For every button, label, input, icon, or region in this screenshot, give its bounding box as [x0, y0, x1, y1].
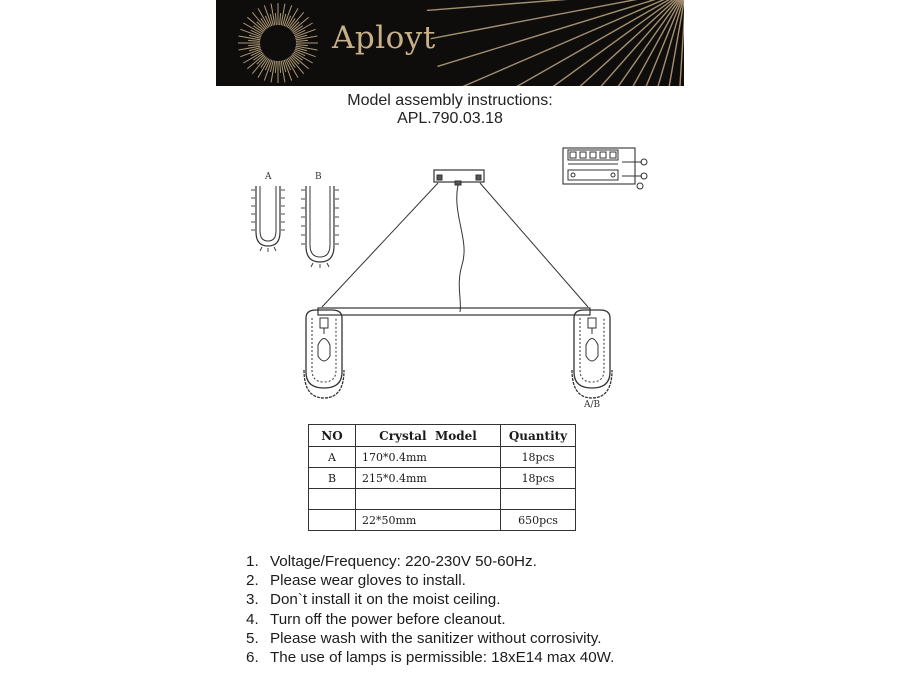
table-header-row: [309, 425, 576, 447]
note-text: Turn off the power before cleanout.: [270, 610, 506, 628]
row-qty: 650pcs: [501, 510, 576, 531]
brand-name: Aployt: [332, 20, 436, 56]
crystal-strand-b: [301, 186, 339, 268]
model-number: APL.790.03.18: [397, 110, 503, 127]
list-item: [246, 590, 614, 609]
note-text: Please wash with the sanitizer without corrosivity.: [270, 629, 602, 647]
header-quantity: Quantity: [501, 425, 576, 447]
note-number: 6.: [246, 648, 259, 666]
row-no: [309, 510, 356, 531]
note-text: The use of lamps is permissible: 18xE14 max 40W.: [270, 648, 615, 666]
list-item: [246, 629, 614, 648]
row-model: 22*50mm: [356, 510, 501, 531]
note-number: 5.: [246, 629, 259, 647]
list-item: [246, 648, 614, 667]
row-qty: [501, 489, 576, 510]
table-row: [309, 510, 576, 531]
parts-table: [308, 424, 576, 531]
crystal-strand-a: [251, 186, 285, 252]
row-no: B: [309, 468, 356, 489]
list-item: [246, 552, 614, 571]
label-ab: A/B: [584, 400, 601, 410]
row-model: [356, 489, 501, 510]
row-model: 170*0.4mm: [356, 447, 501, 468]
frame-bar: [318, 308, 590, 315]
header-crystal-model: Crystal Model: [356, 425, 501, 447]
label-b: B: [315, 172, 322, 182]
note-text: Voltage/Frequency: 220-230V 50-60Hz.: [270, 553, 537, 570]
note-text: Don`t install it on the moist ceiling.: [270, 591, 501, 609]
page-title: Model assembly instructions:: [347, 92, 553, 109]
note-number: 3.: [246, 591, 259, 609]
ceiling-canopy: [434, 170, 484, 185]
cable-left: [322, 183, 438, 307]
table-row: [309, 447, 576, 468]
table-row: [309, 468, 576, 489]
lamp-cluster-left: [304, 310, 344, 398]
cable-right: [480, 183, 588, 307]
instruction-notes: [246, 552, 614, 667]
power-cord: [457, 185, 464, 312]
header-no: NO: [309, 425, 356, 447]
note-number: 1.: [246, 553, 259, 570]
lamp-cluster-right: [572, 310, 612, 398]
terminal-block-icon: [563, 148, 647, 189]
row-qty: 18pcs: [501, 447, 576, 468]
label-a: A: [265, 172, 272, 182]
list-item: [246, 571, 614, 590]
note-number: 4.: [246, 610, 259, 628]
row-qty: 18pcs: [501, 468, 576, 489]
table-row: [309, 489, 576, 510]
row-no: A: [309, 447, 356, 468]
list-item: [246, 610, 614, 629]
note-text: Please wear gloves to install.: [270, 572, 466, 590]
row-no: [309, 489, 356, 510]
row-model: 215*0.4mm: [356, 468, 501, 489]
note-number: 2.: [246, 572, 259, 590]
